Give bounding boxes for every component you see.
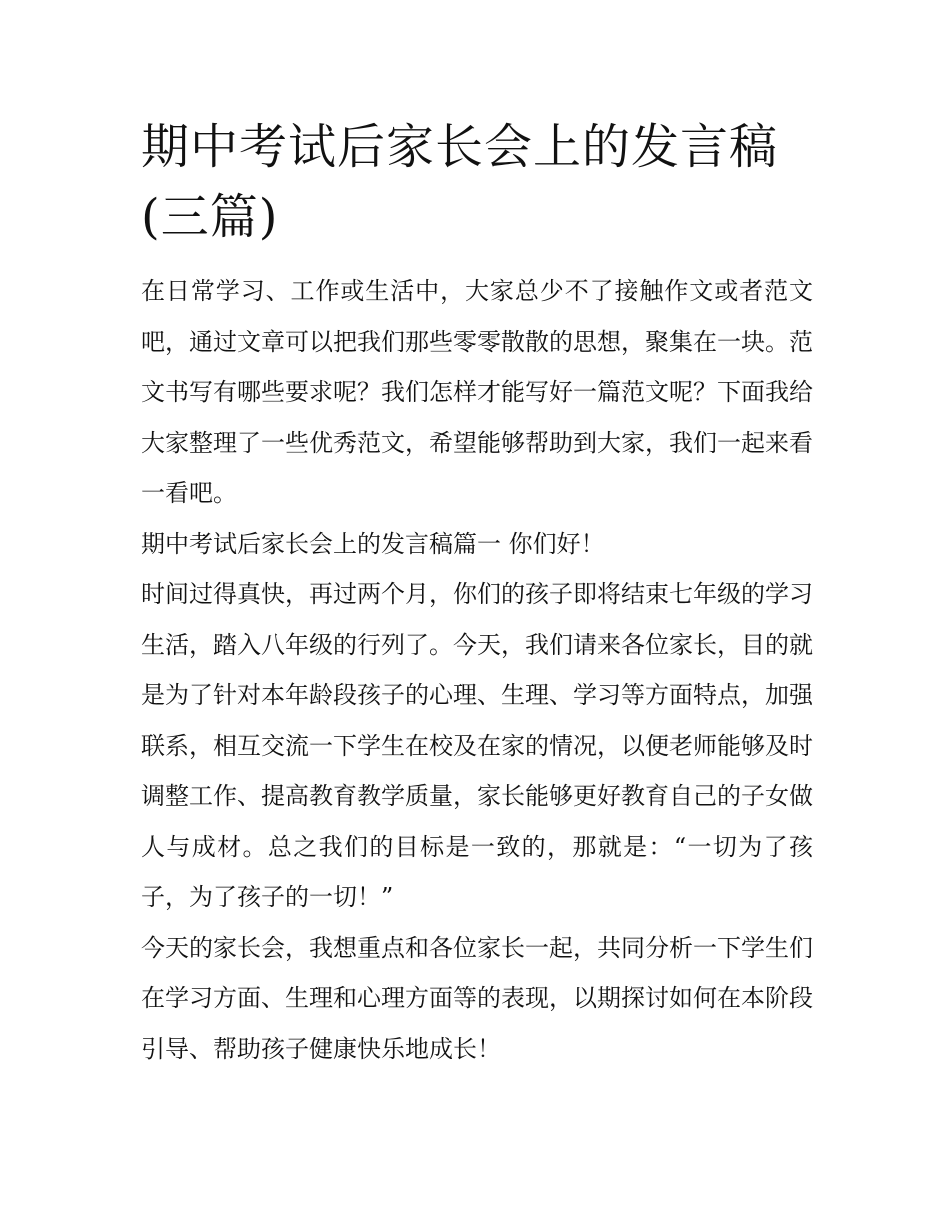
document-body [141,266,813,1074]
paragraph-agenda: 今天的家长会，我想重点和各位家长一起，共同分析一下学生们在学习方面、生理和心理方面等的表现，以期探讨如何在本阶段引导、帮助孩子健康快乐地成长！ [141,933,813,1063]
paragraph-purpose: 时间过得真快，再过两个月，你们的孩子即将结束七年级的学习生活，踏入八年级的行列了。今天，我们请来各位家长，目的就是为了针对本年龄段孩子的心理、生理、学习等方面特点，加强联系，相互交流一下学生在校及在家的情况，以便老师能够及时调整工作、提高教育教学质量，家长能够更好教育自己的子女做人与成材。总之我们的目标是一致的，那就是：“一切为了孩子，为了孩子的一切！” [141,580,813,911]
paragraph-greeting: 期中考试后家长会上的发言稿篇一 你们好！ [141,529,605,558]
paragraph-intro: 在日常学习、工作或生活中，大家总少不了接触作文或者范文吧，通过文章可以把我们那些零零散散的思想，聚集在一块。范文书写有哪些要求呢？我们怎样才能写好一篇范文呢？下面我给大家整理了一些优秀范文，希望能够帮助到大家，我们一起来看一看吧。 [141,277,813,507]
document-page [141,112,813,1074]
document-title: 期中考试后家长会上的发言稿(三篇) [141,119,779,245]
